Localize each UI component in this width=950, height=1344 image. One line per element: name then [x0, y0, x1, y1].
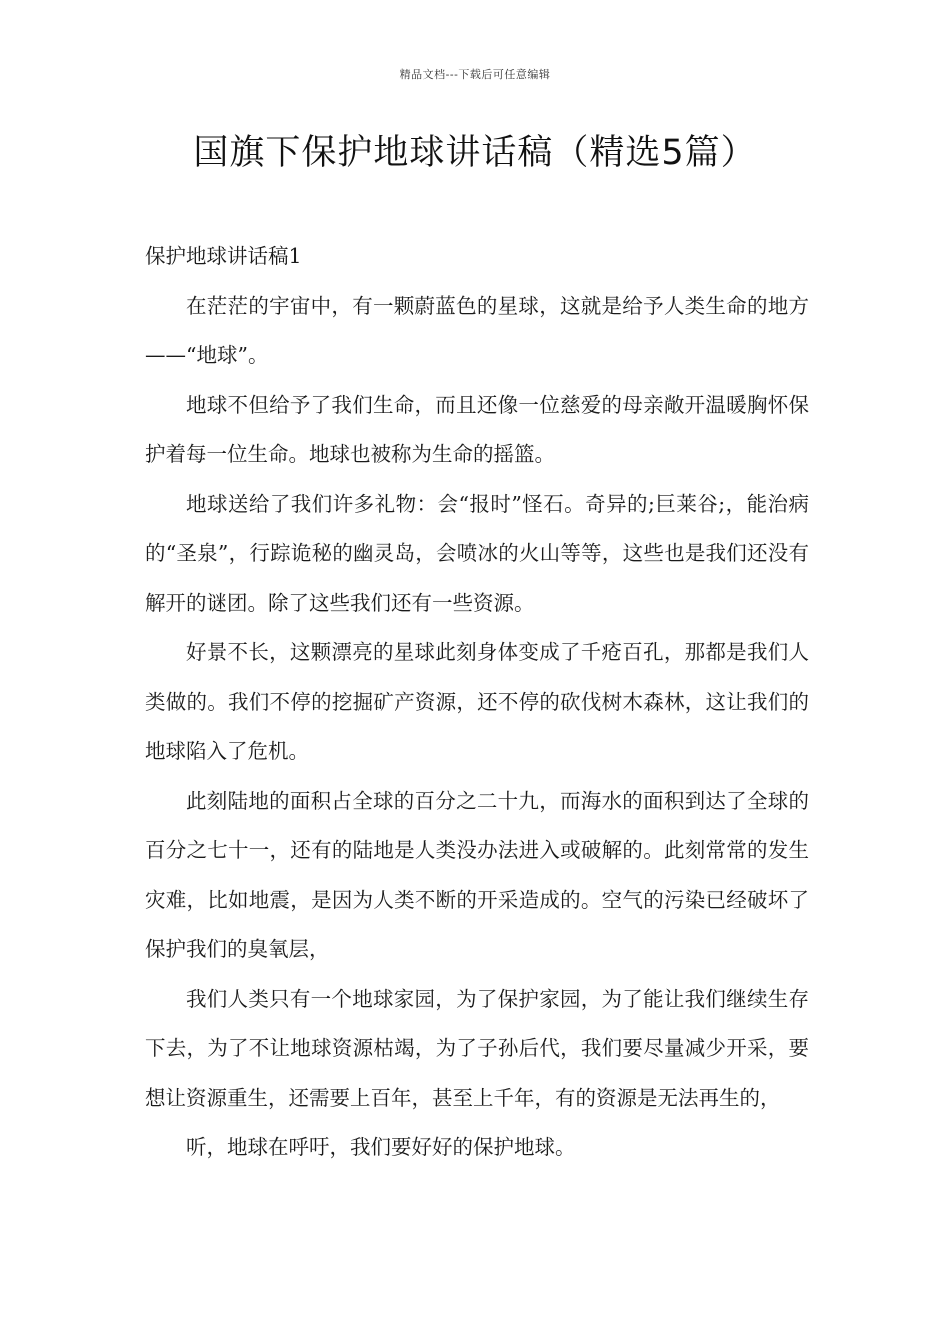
section-heading: 保护地球讲话稿1 [145, 244, 302, 268]
document-title: 国旗下保护地球讲话稿（精选5篇） [193, 133, 757, 173]
paragraph-4: 好景不长，这颗漂亮的星球此刻身体变成了千疮百孔，那都是我们人类做的。我们不停的挖掘矿产资源，还不停的砍伐树木森林，这让我们的地球陷入了危机。 [145, 640, 809, 763]
document-body [145, 232, 809, 1173]
header-note: 精品文档---下载后可任意编辑 [399, 68, 551, 81]
paragraph-6: 我们人类只有一个地球家园，为了保护家园，为了能让我们继续生存下去，为了不让地球资源枯竭，为了子孙后代，我们要尽量减少开采，要想让资源重生，还需要上百年，甚至上千年，有的资源是无法再生的， [145, 986, 809, 1110]
paragraph-7: 听，地球在呼吁，我们要好好的保护地球。 [186, 1135, 576, 1159]
paragraph-2: 地球不但给予了我们生命，而且还像一位慈爱的母亲敞开温暖胸怀保护着每一位生命。地球也被称为生命的摇篮。 [145, 392, 809, 466]
paragraph-1: 在茫茫的宇宙中，有一颗蔚蓝色的星球，这就是给予人类生命的地方——“地球”。 [145, 293, 809, 367]
paragraph-5: 此刻陆地的面积占全球的百分之二十九，而海水的面积到达了全球的百分之七十一，还有的陆地是人类没办法进入或破解的。此刻常常的发生灾难，比如地震，是因为人类不断的开采造成的。空气的污染已经破坏了保护我们的臭氧层， [145, 788, 809, 961]
paragraph-3: 地球送给了我们许多礼物：会“报时”怪石。奇异的;巨莱谷;，能治病的“圣泉”，行踪诡秘的幽灵岛，会喷冰的火山等等，这些也是我们还没有解开的谜团。除了这些我们还有一些资源。 [145, 491, 809, 615]
